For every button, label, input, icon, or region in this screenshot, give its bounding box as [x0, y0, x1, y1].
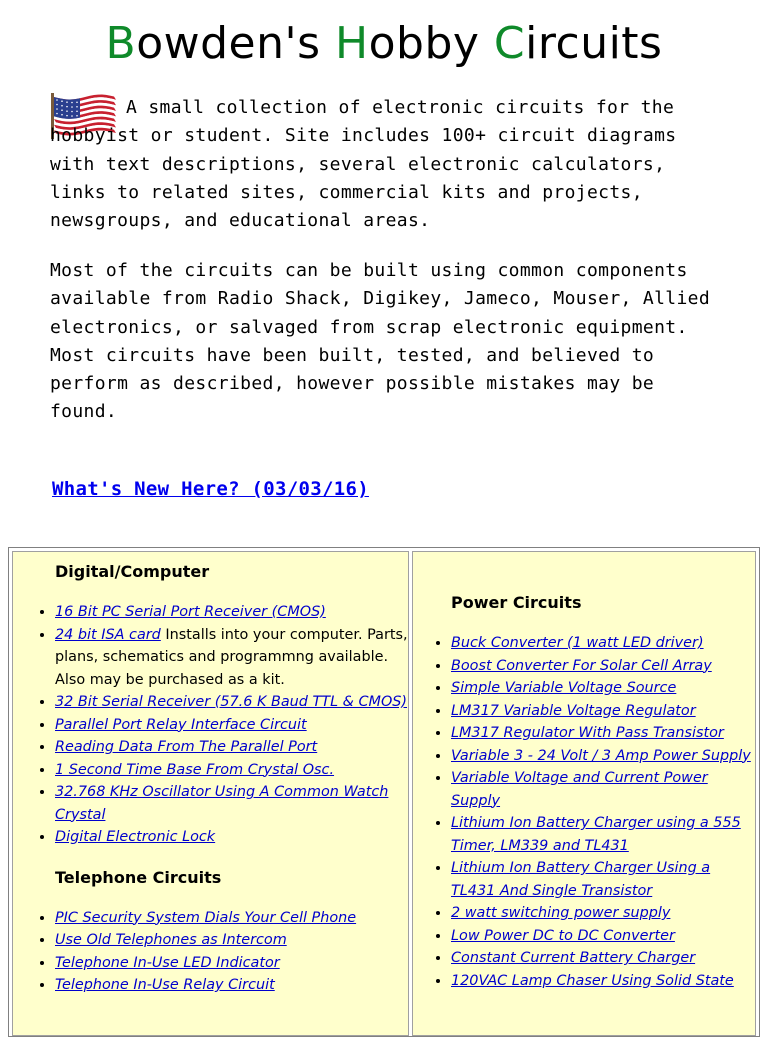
circuit-list-item — [55, 974, 408, 997]
circuit-list-item — [451, 812, 755, 857]
circuit-list-item — [55, 826, 408, 849]
circuit-list-item — [451, 745, 755, 768]
circuit-list-item — [55, 907, 408, 930]
circuit-list-item — [451, 902, 755, 925]
circuit-link[interactable]: LM317 Variable Voltage Regulator — [451, 702, 696, 719]
circuit-list-item — [55, 759, 408, 782]
circuit-link[interactable]: 2 watt switching power supply — [451, 905, 671, 921]
title-word-bowdens: owden's — [136, 18, 336, 69]
circuit-link[interactable]: Lithium Ion Battery Charger using a 555 Timer, LM339 and TL431 — [451, 815, 741, 854]
circuit-link[interactable]: Simple Variable Voltage Source — [451, 680, 677, 696]
title-initial-h: H — [335, 18, 369, 69]
circuit-link[interactable]: Digital Electronic Lock — [55, 829, 216, 845]
circuit-list-item — [55, 781, 408, 826]
circuit-list-item — [451, 655, 755, 678]
circuit-list-item — [55, 736, 408, 759]
right-column — [412, 551, 756, 1036]
circuit-list-item — [451, 970, 755, 993]
circuit-link[interactable]: Boost Converter For Solar Cell Array — [451, 657, 712, 674]
circuit-link[interactable]: PIC Security System Dials Your Cell Phone — [55, 909, 357, 926]
circuit-link[interactable]: Lithium Ion Battery Charger Using a TL431 And Single Transistor — [451, 860, 711, 899]
circuit-link[interactable]: Parallel Port Relay Interface Circuit — [55, 716, 307, 733]
circuit-link[interactable]: Low Power DC to DC Converter — [451, 927, 675, 944]
circuit-link[interactable]: Buck Converter (1 watt LED driver) — [451, 635, 704, 651]
circuit-list-item — [55, 691, 408, 714]
circuit-link[interactable]: Reading Data From The Parallel Port — [55, 739, 318, 755]
circuit-link[interactable]: 32 Bit Serial Receiver (57.6 K Baud TTL & CMOS) — [55, 694, 408, 710]
whats-new-link[interactable]: What's New Here? (03/03/16) — [52, 478, 369, 500]
left-column — [12, 551, 409, 1036]
circuit-list-item — [451, 925, 755, 948]
circuit-link[interactable]: LM317 Regulator With Pass Transistor — [451, 725, 724, 741]
circuit-list-item — [55, 929, 408, 952]
intro-paragraph: A small collection of electronic circuits for the hobbyist or student. Site includes 100+ circuit diagrams with text descriptions, several electronic calculators, links to related sites, commercial kits and projects, newsgroups, and educational areas. — [50, 97, 677, 232]
circuit-link[interactable]: Use Old Telephones as Intercom — [55, 932, 287, 948]
circuit-description: Installs into your computer. Parts, plans, schematics and programmng available. Also may be purchased as a kit. — [55, 626, 408, 688]
circuit-links-table — [8, 547, 760, 1037]
circuit-link[interactable]: Constant Current Battery Charger — [451, 950, 696, 966]
power-circuits-list — [413, 632, 755, 992]
components-paragraph: Most of the circuits can be built using common components available from Radio Shack, Digikey, Jameco, Mouser, Allied electronics, or salvaged from scrap electronic equipment. Most circuits have been built, tested, and believed to perform as described, however possible mistakes may be found. — [50, 260, 711, 423]
circuit-link[interactable]: Variable 3 - 24 Volt / 3 Amp Power Supply — [451, 747, 751, 764]
circuit-link[interactable]: 1 Second Time Base From Crystal Osc. — [55, 761, 335, 778]
circuit-list-item — [451, 677, 755, 700]
digital-computer-list — [13, 601, 408, 849]
title-word-circuits: ircuits — [525, 18, 663, 69]
circuit-list-item — [451, 767, 755, 812]
power-circuits-heading: Power Circuits — [451, 593, 582, 612]
circuit-list-item — [451, 632, 755, 655]
circuit-list-item — [451, 947, 755, 970]
circuit-link[interactable]: 32.768 KHz Oscillator Using A Common Watch Crystal — [55, 784, 389, 823]
circuit-link[interactable]: Variable Voltage and Current Power Supply — [451, 770, 708, 809]
circuit-list-item — [451, 722, 755, 745]
telephone-circuits-list — [13, 907, 408, 997]
circuit-link[interactable]: Telephone In-Use LED Indicator — [55, 954, 280, 971]
circuit-link[interactable]: Telephone In-Use Relay Circuit — [55, 977, 275, 993]
circuit-list-item — [55, 952, 408, 975]
circuit-list-item — [55, 624, 408, 692]
telephone-circuits-heading: Telephone Circuits — [55, 867, 222, 887]
circuit-link[interactable]: 16 Bit PC Serial Port Receiver (CMOS) — [55, 604, 326, 620]
circuit-link[interactable]: 120VAC Lamp Chaser Using Solid State — [451, 972, 734, 989]
digital-computer-heading: Digital/Computer — [55, 562, 210, 581]
title-initial-c: C — [493, 18, 526, 69]
circuit-list-item — [55, 601, 408, 624]
circuit-list-item — [451, 857, 755, 902]
site-title — [0, 14, 768, 74]
circuit-list-item — [55, 714, 408, 737]
circuit-link[interactable]: 24 bit ISA card — [55, 626, 161, 643]
title-initial-b: B — [105, 18, 137, 69]
circuit-list-item — [451, 700, 755, 723]
title-word-hobby: obby — [368, 18, 494, 69]
